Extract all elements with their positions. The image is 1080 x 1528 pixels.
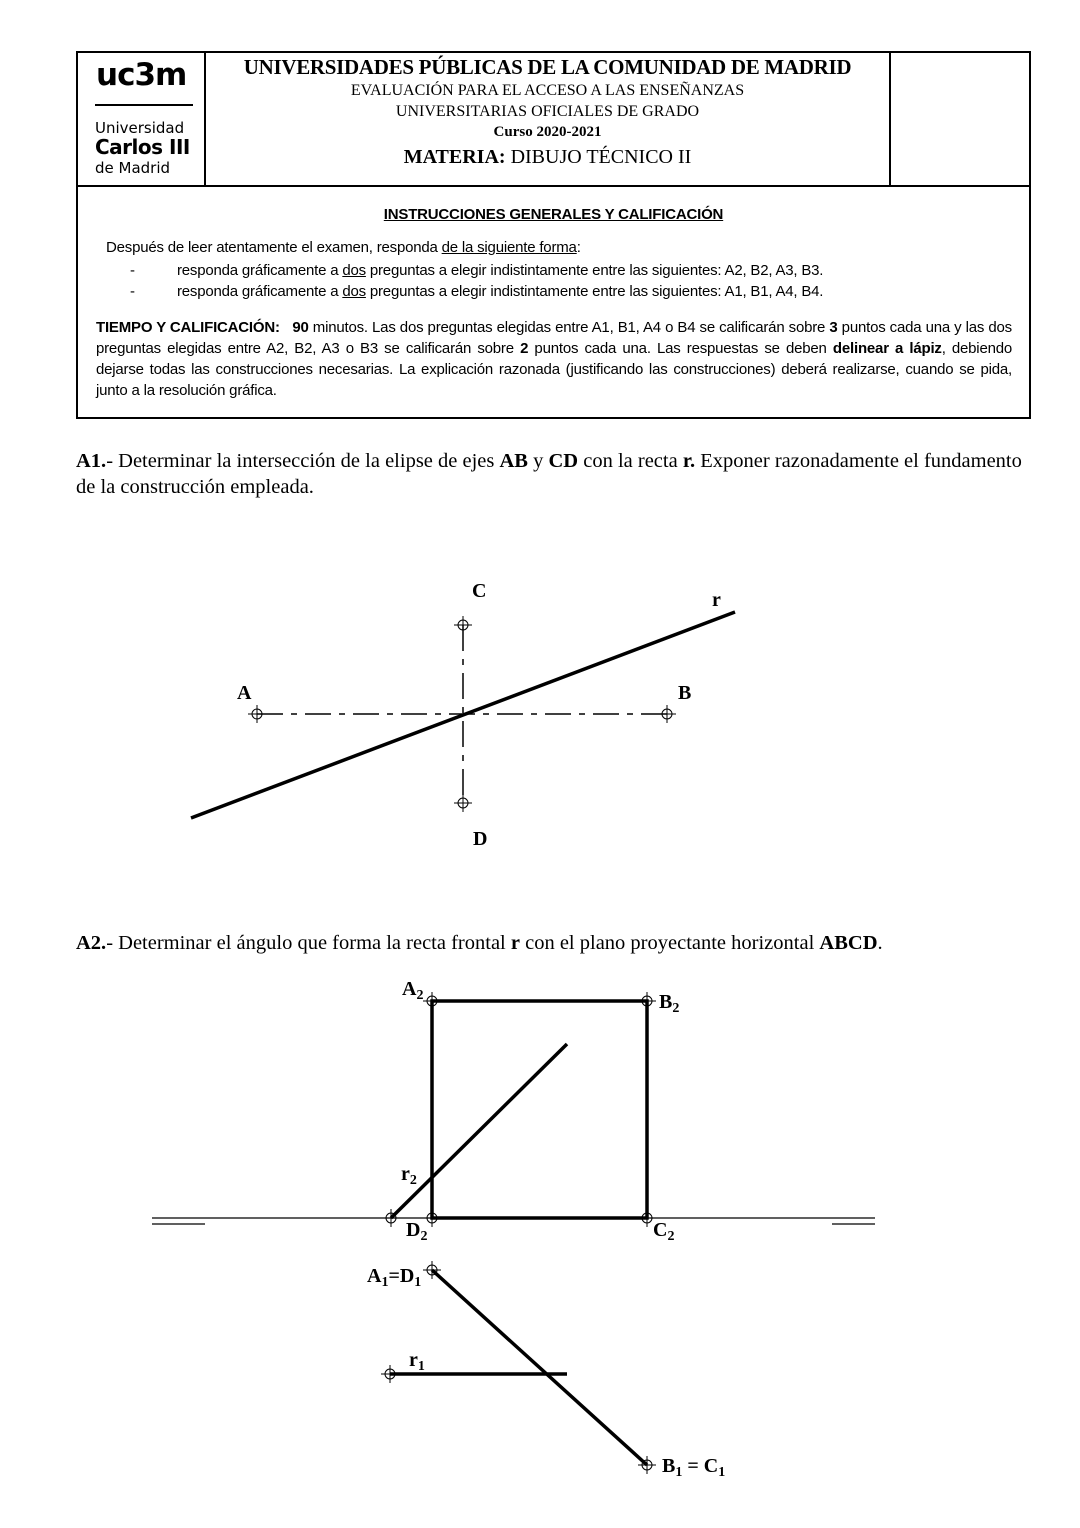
header-title: UNIVERSIDADES PÚBLICAS DE LA COMUNIDAD DE MADRID (243, 55, 852, 79)
text: 2 (520, 340, 529, 357)
point-a-marker (248, 705, 266, 723)
text: - Determinar el ángulo que forma la recta frontal (106, 932, 511, 954)
label-b1-c1: $B_1 = C_1$ (662, 1455, 726, 1480)
instructions-heading: INSTRUCCIONES GENERALES Y CALIFICACIÓN (383, 206, 724, 223)
point-b-marker (658, 705, 676, 723)
text: , debiendo dejarse todas las construcciones necesarias. La explicación razonada (justificando las construcciones) deberá realizarse, cuando se pida, junto a la resolución gráfica. (96, 340, 1013, 399)
text: CD (548, 450, 579, 472)
text: : (576, 239, 581, 256)
text: ABCD (819, 932, 878, 954)
question-number: A2. (76, 932, 107, 954)
header-subtitle: UNIVERSITARIAS OFICIALES DE GRADO (395, 103, 700, 120)
label-c2: $C_2$ (653, 1219, 675, 1244)
label-c: C (472, 580, 487, 602)
label-d: D (473, 828, 488, 850)
text: delinear a lápiz (832, 340, 942, 357)
header-subtitle: EVALUACIÓN PARA EL ACCESO A LAS ENSEÑANZAS (350, 82, 745, 99)
text: 3 (829, 319, 838, 336)
text: responda gráficamente a (177, 262, 343, 279)
text: . (877, 932, 883, 954)
text: r (510, 932, 520, 954)
text: de la siguiente forma (441, 239, 577, 256)
text: puntos cada una y las dos preguntas elegidas entre A2, B2, A3 o B3 se calificarán sobre (96, 319, 1012, 357)
label-r: r (712, 589, 721, 611)
logo-line: Carlos III (95, 135, 190, 159)
bullet-dash: - (130, 283, 135, 300)
label-b2: $B_2$ (659, 991, 680, 1016)
logo-mark: uc3m (96, 57, 187, 93)
point-c-marker (454, 616, 472, 634)
logo-line: de Madrid (95, 159, 171, 177)
text: preguntas a elegir indistintamente entre las siguientes: A2, B2, A3, B3. (365, 262, 824, 279)
question-number: A1. (76, 450, 107, 472)
text: con el plano proyectante horizontal (519, 932, 820, 954)
bullet-dash: - (130, 262, 135, 279)
label-r1: $r_1$ (409, 1349, 425, 1374)
text: puntos cada una. Las respuestas se deben (528, 340, 833, 357)
label-a: A (237, 682, 252, 704)
a1-diagram (191, 580, 735, 850)
text: - Determinar la intersección de la elipse de ejes (106, 450, 500, 472)
text: Exponer razonadamente el fundamento de la construcción empleada. (76, 450, 1022, 498)
text: TIEMPO Y CALIFICACIÓN: (96, 319, 280, 336)
text: AB (499, 450, 528, 472)
label-a1-d1: $A_1=D_1$ (367, 1265, 422, 1290)
text: preguntas a elegir indistintamente entre las siguientes: A1, B1, A4, B4. (365, 283, 824, 300)
text: y (527, 450, 549, 472)
point-d-marker (454, 794, 472, 812)
line-r2 (391, 1044, 567, 1218)
logo-line: Universidad (95, 119, 185, 137)
subject-name: DIBUJO TÉCNICO II (510, 146, 692, 168)
course-year: Curso 2020-2021 (493, 124, 602, 140)
label-b: B (678, 682, 692, 704)
text: responda gráficamente a (177, 283, 343, 300)
text: Después de leer atentamente el examen, responda (106, 239, 442, 256)
subject-label: MATERIA: (403, 146, 506, 168)
plane-abcd-top (432, 1270, 647, 1465)
text: dos (342, 283, 366, 300)
plane-abcd-front (432, 1001, 647, 1218)
a2-diagram (152, 978, 875, 1480)
text: r. (682, 450, 696, 472)
label-d2: $D_2$ (406, 1219, 428, 1244)
label-a2: $A_2$ (402, 978, 424, 1003)
text: 90 (292, 319, 309, 336)
text: dos (342, 262, 366, 279)
text: minutos. Las dos preguntas elegidas entre A1, B1, A4 o B4 se calificarán sobre (308, 319, 830, 336)
text: con la recta (578, 450, 683, 472)
label-r2: $r_2$ (401, 1163, 417, 1188)
